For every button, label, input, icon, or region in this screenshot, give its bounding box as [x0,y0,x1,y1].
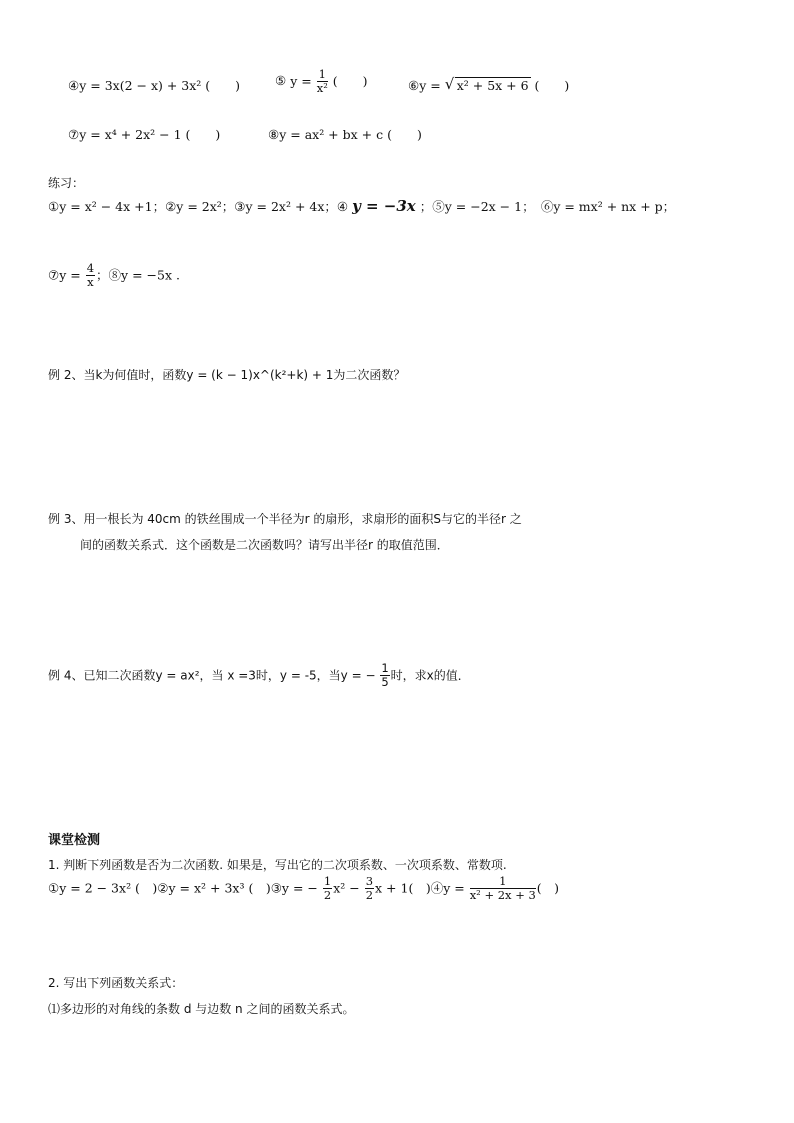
fraction [86,262,95,289]
answer-blank: ( ) [328,73,368,89]
circled-number: ⑧ [268,127,280,142]
numerator: 1 [381,661,389,675]
denominator: x [87,275,94,290]
section-heading: 课堂检测 [48,833,101,848]
circled-number: ⑦ [68,127,80,142]
example-3-line-1: 例 3、用一根长为 40cm 的铁丝围成一个半径为r 的扇形，求扇形的面积S与它的半径r 之 [48,512,522,526]
check-question-2: 2. 写出下列函数关系式： [48,976,184,990]
circled-number: ④ [68,78,80,93]
check-question-1: 1. 判断下列函数是否为二次函数. 如果是，写出它的二次项系数、一次项系数、常数项. [48,858,507,872]
example-2: 例 2、当k为何值时，函数y = (k − 1)x^(k²+k) + 1为二次函数？ [48,368,406,382]
question-5 [275,68,368,95]
fraction: $\frac{1}{\text{x² + 2x + 3}}$ [469,874,536,903]
expression-6-lhs: y = [419,78,441,93]
answer-blank: ( ) [530,78,570,93]
circled-number: ⑥ [408,78,420,93]
example-4: 例 4、已知二次函数y = ax²，当 x =3时，y = -5，当y = − $\frac{1}{5}$ 时，求x的值． [48,661,470,690]
expression-8: y = ax² + bx + c ( ) [279,127,422,142]
fraction: $\frac{3}{2}$ [365,874,374,903]
fraction [317,68,328,95]
question-8 [268,129,422,142]
fraction: $\frac{1}{2}$ [323,874,332,903]
question-4 [68,80,240,93]
fraction [380,662,389,689]
check-question-1-items: ①y = 2 − 3x² ( )②y = x² + 3x³ ( )③y = − $\frac{1}{2}$ x² − $\frac{3}{2}$ x + 1( )④y = $\frac{1}{\text{x² + 2x + 3}}$ ( ) [48,874,560,903]
question-7 [68,129,220,142]
question-6 [408,80,569,93]
check-question-2-part-1: ⑴多边形的对角线的条数 d 与边数 n 之间的函数关系式。 [48,1002,355,1016]
emphasized-expression: y = −3x [352,197,416,215]
expression-5-lhs: y = [290,73,312,89]
expression-4: y = 3x(2 − x) + 3x² ( ) [79,78,241,93]
circled-number: ⑤ [275,73,287,89]
numerator: 4 [86,261,95,275]
practice-heading: 练习： [48,176,85,190]
numerator: 1 [318,67,326,81]
square-root [445,80,531,93]
practice-line-1: ①y = x² − 4x +1；②y = 2x²；③y = 2x² + 4x；④ y = −3x ；⑤y = −2x − 1； ⑥y = mx² + nx + p； [48,197,676,215]
denominator: x² [316,81,328,96]
expression-7: y = x⁴ + 2x² − 1 ( ) [79,127,221,142]
practice-line-2: ⑦y = $\frac{4}{x}$ ；⑧y = −5x . [48,261,180,290]
denominator: 5 [381,675,389,690]
radicand: x² + 5x + 6 [456,78,529,93]
example-3-line-2: 间的函数关系式．这个函数是二次函数吗？请写出半径r 的取值范围． [80,538,449,552]
